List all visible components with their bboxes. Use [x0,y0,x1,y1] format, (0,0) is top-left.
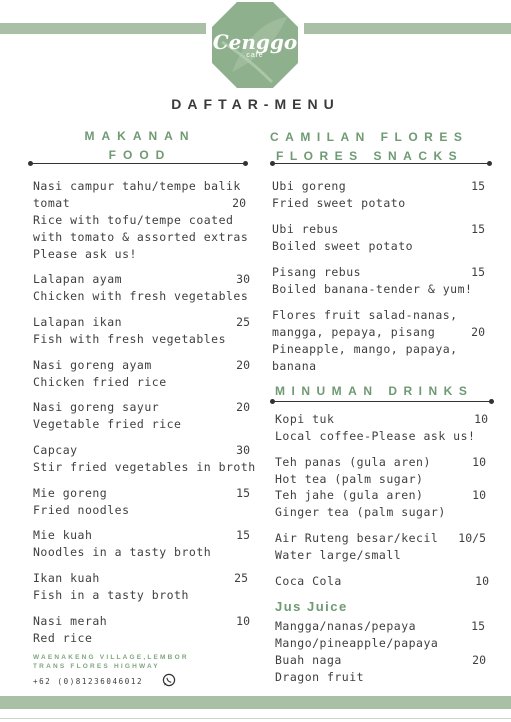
menu-item-name: Ubi goreng [272,179,347,193]
menu-item-name: Ikan kuah [33,571,100,585]
menu-item-name: Nasi goreng ayam [33,358,152,372]
menu-item-name: Flores fruit salad-nanas, [272,308,458,322]
menu-item-desc: Mango/pineapple/papaya [275,636,439,650]
menu-item-desc: Fish with fresh vegetables [33,332,227,346]
menu-item-desc: Hot tea (palm sugar) [275,472,424,486]
menu-item-price: 15 [471,179,485,193]
menu-item-price: 25 [234,571,248,585]
menu-item-price: 15 [471,619,485,633]
menu-item-price: 15 [236,486,250,500]
divider-dot [243,161,248,166]
menu-item-name: Buah naga [275,653,342,667]
menu-item-name: Coca Cola [275,574,342,588]
menu-item-price: 20 [472,653,486,667]
drinks-divider [272,401,492,402]
snacks-heading-1: CAMILAN FLORES [270,130,469,144]
page-title: DAFTAR-MENU [171,96,340,112]
menu-item-desc: Water large/small [275,548,402,562]
food-heading-2: FOOD [108,148,172,162]
address-line-2: TRANS FLORES HIGHWAY [33,663,160,670]
snacks-divider [272,163,490,164]
menu-item-name: tomat [33,196,71,210]
menu-item-desc: Red rice [33,631,93,645]
menu-item-price: 10 [236,614,250,628]
menu-item-name: Mie kuah [33,528,93,542]
menu-item-desc: Rice with tofu/tempe coated [33,213,234,227]
menu-item-name: Nasi merah [33,614,108,628]
menu-item-desc: Noodles in a tasty broth [33,545,212,559]
menu-item-price: 10/5 [458,531,486,545]
menu-item-price: 20 [236,400,250,414]
whatsapp-icon[interactable] [162,673,176,687]
phone-number: +62 (0)81236046012 [33,677,144,686]
menu-item-desc: banana [272,359,317,373]
menu-item-name: Lalapan ikan [33,315,123,329]
menu-item-price: 30 [236,272,250,286]
menu-item-name: Mie goreng [33,486,108,500]
menu-item-price: 15 [471,222,485,236]
menu-item-desc: Dragon fruit [275,670,365,684]
menu-item-desc: Local coffee-Please ask us! [275,429,476,443]
menu-item-price: 15 [236,528,250,542]
menu-item-name: Teh jahe (gula aren) [275,488,424,502]
menu-item-name: mangga, pepaya, pisang [272,325,436,339]
divider-dot [270,399,275,404]
menu-item-name: Teh panas (gula aren) [275,455,431,469]
divider-dot [270,161,275,166]
menu-item-name: Ubi rebus [272,222,339,236]
menu-item-price: 25 [236,315,250,329]
top-band-left [0,23,206,34]
menu-item-price: 30 [236,443,250,457]
menu-item-desc: Please ask us! [33,247,137,261]
menu-item-desc: Fried sweet potato [272,196,406,210]
juice-heading: Jus Juice [275,599,348,614]
menu-item-desc: Fried noodles [33,503,130,517]
menu-item-price: 10 [475,574,489,588]
menu-item-desc: Stir fried vegetables in broth [33,460,256,474]
menu-item-desc: Chicken with fresh vegetables [33,289,249,303]
brand-sub: cafe [246,52,264,59]
divider-dot [487,161,492,166]
menu-item-name: Kopi tuk [275,412,335,426]
menu-item-price: 10 [474,412,488,426]
food-divider [30,163,246,164]
menu-item-price: 10 [472,455,486,469]
menu-item-name: Lalapan ayam [33,272,123,286]
divider-dot [489,399,494,404]
menu-item-price: 15 [471,265,485,279]
menu-item-price: 20 [236,358,250,372]
menu-item-desc: Ginger tea (palm sugar) [275,505,446,519]
bottom-line [0,718,511,719]
menu-item-name: Air Ruteng besar/kecil [275,531,439,545]
menu-item-name: Nasi goreng sayur [33,400,160,414]
menu-item-desc: Boiled banana-tender & yum! [272,282,473,296]
bottom-band [0,696,511,709]
menu-item-desc: Chicken fried rice [33,375,167,389]
menu-item-desc: Boiled sweet potato [272,239,414,253]
brand-name: Cenggo [212,30,298,54]
drinks-heading: MINUMAN DRINKS [275,384,474,398]
menu-item-name: Nasi campur tahu/tempe balik [33,179,241,193]
menu-item-price: 20 [232,196,246,210]
address-line-1: WAENAKENG VILLAGE,LEMBOR [33,654,189,661]
menu-item-desc: Vegetable fried rice [33,417,182,431]
menu-item-price: 20 [471,325,485,339]
snacks-heading-2: FLORES SNACKS [276,149,464,163]
menu-item-desc: Pineapple, mango, papaya, [272,342,458,356]
menu-item-desc: Fish in a tasty broth [33,588,189,602]
menu-item-desc: with tomato & assorted extras [33,230,249,244]
menu-item-name: Mangga/nanas/pepaya [275,619,417,633]
food-heading-1: MAKANAN [84,129,196,143]
menu-item-name: Pisang rebus [272,265,362,279]
top-band-right [304,23,511,34]
menu-item-price: 10 [472,488,486,502]
menu-item-name: Capcay [33,443,78,457]
divider-dot [28,161,33,166]
